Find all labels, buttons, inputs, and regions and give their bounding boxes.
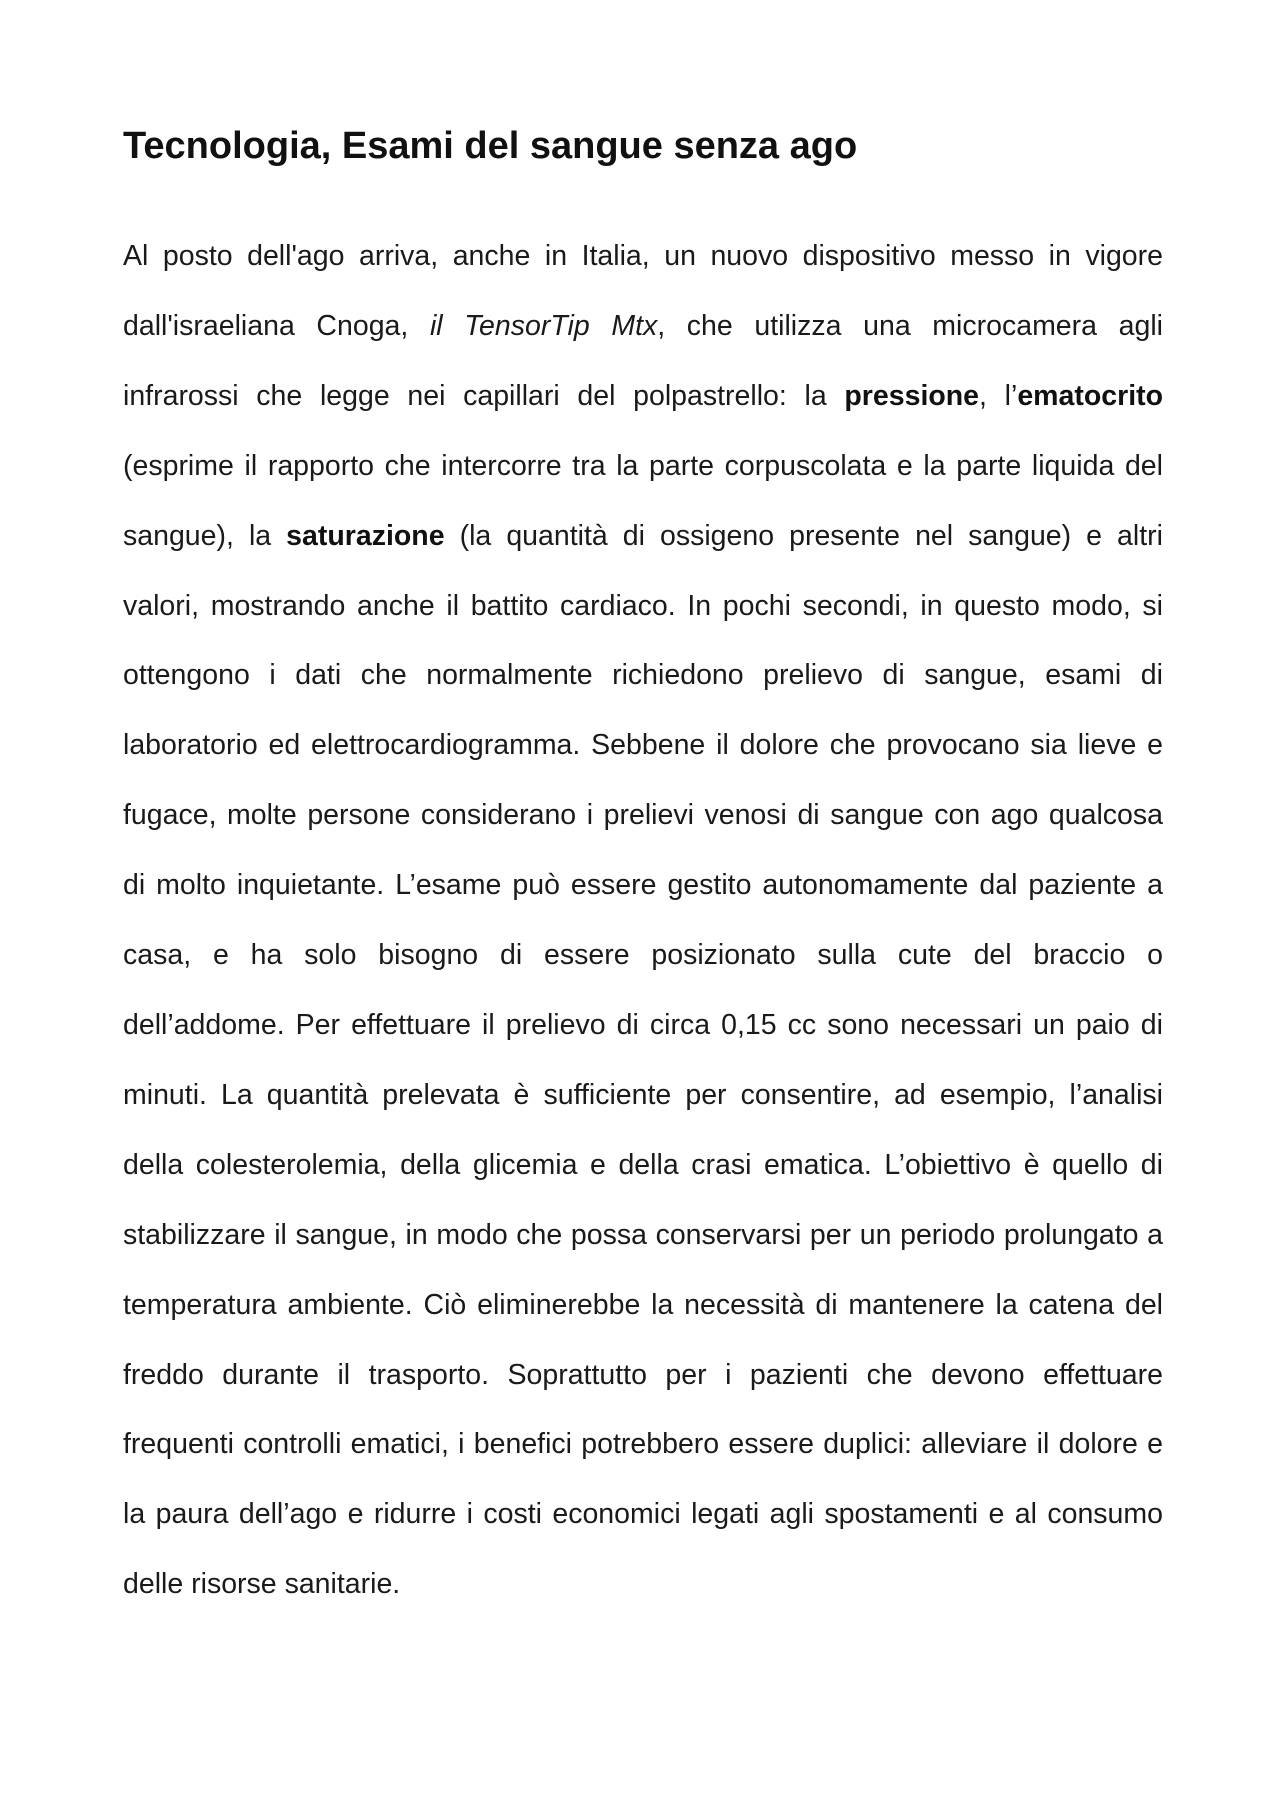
paragraph-text: , che utilizza una microcamera agli infrarossi che legge nei capillari del polpastrello: la bbox=[123, 309, 1163, 412]
paragraph-text: , l’ bbox=[979, 379, 1018, 412]
paragraph-text: (esprime il rapporto che intercorre tra la parte corpuscolata e la parte liquida del sangue), la bbox=[123, 449, 1163, 552]
term-pressione: pressione bbox=[844, 379, 980, 412]
term-saturazione: saturazione bbox=[286, 519, 445, 552]
page-title: Tecnologia, Esami del sangue senza ago bbox=[123, 125, 858, 167]
device-name: il TensorTip Mtx bbox=[429, 309, 658, 342]
term-ematocrito: ematocrito bbox=[1017, 379, 1164, 412]
article-paragraph bbox=[123, 222, 1163, 1620]
paragraph-text: (la quantità di ossigeno presente nel sangue) e altri valori, mostrando anche il battito cardiaco. In pochi secondi, in questo modo, si ottengono i dati che normalmente richiedono prelievo di sangue, esami di laboratorio ed elettrocardiogramma. Sebbene il dolore che provocano sia lieve e fugace, molte persone considerano i prelievi venosi di sangue con ago qualcosa di molto inquietante. L’esame può essere gestito autonomamente dal paziente a casa, e ha solo bisogno di essere posizionato sulla cute del braccio o dell’addome. Per effettuare il prelievo di circa 0,15 cc sono necessari un paio di minuti. La quantità prelevata è sufficiente per consentire, ad esempio, l’analisi della colesterolemia, della glicemia e della crasi ematica. L’obiettivo è quello di stabilizzare il sangue, in modo che possa conservarsi per un periodo prolungato a temperatura ambiente. Ciò eliminerebbe la necessità di mantenere la catena del freddo durante il trasporto. Soprattutto per i pazienti che devono effettuare frequenti controlli ematici, i benefici potrebbero essere duplici: alleviare il dolore e la paura dell’ago e ridurre i costi economici legati agli spostamenti e al consumo delle risorse sanitarie. bbox=[123, 519, 1163, 1601]
paragraph-text: Al posto dell'ago arriva, anche in Italia, un nuovo dispositivo messo in vigore dall'israeliana Cnoga, bbox=[123, 240, 1163, 342]
